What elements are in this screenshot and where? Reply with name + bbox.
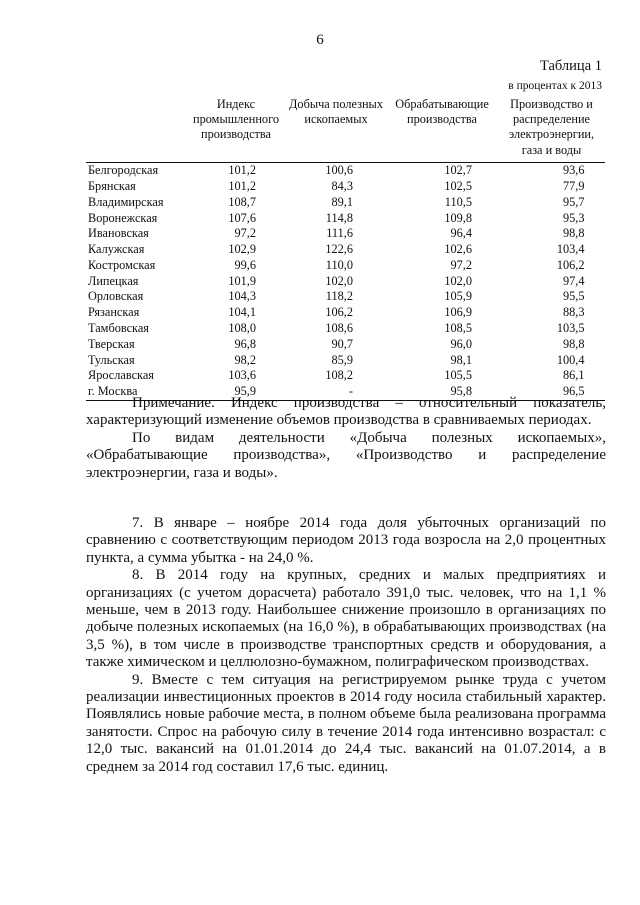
table-body [86, 162, 605, 400]
cell-mining: 108,6 [325, 321, 353, 336]
cell-mining-cell [286, 242, 386, 258]
cell-mining: 85,9 [331, 352, 353, 367]
table-row [86, 321, 605, 337]
header-manufacturing: Обрабатывающие производства [386, 94, 498, 162]
cell-industrial-index: 108,7 [228, 194, 256, 209]
cell-energy: 103,5 [556, 321, 585, 336]
cell-manufacturing-cell [386, 162, 498, 178]
table-caption: Таблица 1 [539, 58, 602, 74]
cell-region: Липецкая [88, 273, 139, 288]
paragraph-8: 8. В 2014 году на крупных, средних и малых предприятиях и организациях (с учетом дорасчета) работало 391,0 тыс. человек, что на 1,1 % меньше, чем в 2013 году. Наибольшее снижение произошло в организациях по добыче полезных ископаемых (на 16,0 %), в обрабатывающих производствах (на 3,5 %), в том числе в производстве транспортных средств и оборудования, а также химическом и целлюлозно-бумажном, полиграфическом производствах. [86, 567, 606, 671]
table-row [86, 289, 605, 305]
header-industrial-index: Индекс промышленного производства [186, 94, 286, 162]
cell-mining-cell [286, 194, 386, 210]
cell-mining-cell [286, 162, 386, 178]
cell-energy: 106,2 [556, 257, 585, 272]
cell-industrial-index-cell [186, 179, 286, 195]
header-energy: Производство и распределение электроэнергии, газа и воды [498, 94, 605, 162]
cell-industrial-index-cell [186, 242, 286, 258]
cell-energy-cell [498, 305, 605, 321]
cell-manufacturing-cell [386, 368, 498, 384]
cell-industrial-index: 104,3 [228, 289, 256, 304]
cell-mining-cell [286, 337, 386, 353]
cell-energy: 88,3 [562, 305, 585, 320]
cell-energy: 77,9 [562, 178, 585, 193]
cell-industrial-index-cell [186, 226, 286, 242]
table-row [86, 368, 605, 384]
table-row [86, 162, 605, 178]
data-table-wrapper [86, 94, 605, 401]
cell-region: г. Москва [86, 384, 186, 400]
cell-mining: - [348, 384, 353, 399]
cell-industrial-index: 99,6 [234, 257, 256, 272]
cell-mining: 102,0 [325, 273, 353, 288]
cell-manufacturing-cell [386, 352, 498, 368]
table-row [86, 194, 605, 210]
cell-region: Тамбовская [88, 321, 149, 336]
cell-industrial-index-cell [186, 273, 286, 289]
cell-industrial-index-cell [186, 368, 286, 384]
cell-mining: 114,8 [325, 210, 353, 225]
page-number: 6 [316, 32, 324, 48]
cell-manufacturing: 95,8 [450, 384, 472, 399]
cell-manufacturing: 96,0 [450, 336, 472, 351]
cell-manufacturing-cell [386, 210, 498, 226]
cell-industrial-index: 101,9 [228, 273, 256, 288]
cell-industrial-index-cell [186, 194, 286, 210]
cell-industrial-index-cell [186, 352, 286, 368]
cell-industrial-index: 97,2 [234, 226, 256, 241]
cell-energy: 95,7 [562, 194, 585, 209]
cell-energy: 97,4 [562, 273, 585, 288]
cell-energy-cell [498, 337, 605, 353]
cell-industrial-index: 101,2 [228, 163, 256, 178]
cell-mining-cell [286, 321, 386, 337]
cell-mining: 122,6 [325, 242, 353, 257]
cell-energy-cell [498, 352, 605, 368]
cell-industrial-index: 95,9 [234, 384, 256, 399]
cell-energy-cell [498, 210, 605, 226]
table-row [86, 305, 605, 321]
cell-region: Тульская [88, 352, 135, 367]
cell-mining-cell [286, 289, 386, 305]
cell-energy-cell [498, 179, 605, 195]
cell-mining-cell [286, 226, 386, 242]
cell-mining-cell [286, 179, 386, 195]
cell-industrial-index: 107,6 [228, 210, 256, 225]
cell-mining: 89,1 [331, 194, 353, 209]
cell-region: Рязанская [88, 305, 140, 320]
cell-region: Орловская [88, 289, 144, 304]
cell-energy-cell [498, 258, 605, 274]
table-row [86, 352, 605, 368]
paragraph-9: 9. Вместе с тем ситуация на регистрируемом рынке труда с учетом реализации инвестиционных проектов в 2014 году носила стабильный характер. Появлялись новые рабочие места, в полном объеме была реализована программа занятости. Спрос на рабочую силу в течение 2014 года интенсивно возрастал: с 12,0 тыс. вакансий на 01.01.2014 до 24,4 тыс. вакансий на 01.07.2014, а в среднем за 2014 год составил 17,6 тыс. единиц. [86, 671, 606, 775]
cell-industrial-index-cell [186, 321, 286, 337]
cell-industrial-index-cell [186, 305, 286, 321]
cell-energy: 86,1 [562, 368, 585, 383]
production-index-table [86, 94, 605, 401]
cell-industrial-index: 98,2 [234, 352, 256, 367]
table-row [86, 242, 605, 258]
cell-mining-cell [286, 305, 386, 321]
cell-region: Ивановская [88, 226, 149, 241]
cell-industrial-index-cell [186, 289, 286, 305]
header-mining: Добыча полезных ископаемых [286, 94, 386, 162]
cell-manufacturing: 96,4 [450, 226, 472, 241]
cell-region: Владимирская [88, 194, 164, 209]
paragraph-7: 7. В январе – ноябре 2014 года доля убыточных организаций по сравнению с соответствующим периодом 2013 года возросла на 2,0 процентных пункта, а сумма убытка - на 24,0 %. [86, 515, 606, 566]
cell-energy-cell [498, 162, 605, 178]
note-paragraph: Примечание. Индекс производства – относительный показатель, характеризующий изменение объемов производства в сравниваемых периодах. [86, 395, 606, 429]
cell-manufacturing: 110,5 [444, 194, 472, 209]
cell-industrial-index: 108,0 [228, 321, 256, 336]
cell-region: Тверская [88, 336, 135, 351]
cell-manufacturing-cell [386, 321, 498, 337]
cell-energy-cell [498, 242, 605, 258]
cell-mining: 110,0 [325, 257, 353, 272]
cell-energy-cell [498, 289, 605, 305]
cell-region: Белгородская [88, 163, 159, 178]
cell-energy: 96,5 [562, 384, 585, 399]
table-row [86, 179, 605, 195]
table-row [86, 337, 605, 353]
cell-manufacturing-cell [386, 273, 498, 289]
table-header-row [86, 94, 605, 162]
cell-energy: 100,4 [556, 352, 585, 367]
cell-energy: 95,5 [562, 289, 585, 304]
cell-manufacturing-cell [386, 179, 498, 195]
cell-mining-cell [286, 210, 386, 226]
cell-energy: 103,4 [556, 242, 585, 257]
cell-industrial-index-cell [186, 210, 286, 226]
cell-manufacturing: 98,1 [450, 352, 472, 367]
cell-manufacturing: 102,5 [444, 178, 472, 193]
cell-manufacturing: 109,8 [444, 210, 472, 225]
cell-manufacturing: 105,9 [444, 289, 472, 304]
header-region [86, 94, 186, 162]
cell-industrial-index: 104,1 [228, 305, 256, 320]
cell-energy-cell [498, 226, 605, 242]
cell-region: Калужская [88, 242, 145, 257]
table-unit: в процентах к 2013 [508, 80, 602, 92]
table-row [86, 258, 605, 274]
cell-energy-cell [498, 321, 605, 337]
cell-manufacturing: 108,5 [444, 321, 472, 336]
table-row [86, 273, 605, 289]
cell-energy: 98,8 [562, 226, 585, 241]
cell-region: Костромская [88, 257, 156, 272]
note-paragraph: По видам деятельности «Добыча полезных ископаемых», «Обрабатывающие производства», «Производство и распределение электроэнергии, газа и воды». [86, 429, 606, 481]
cell-mining-cell [286, 273, 386, 289]
cell-mining-cell [286, 368, 386, 384]
cell-mining: 84,3 [331, 178, 353, 193]
table-row [86, 226, 605, 242]
cell-manufacturing: 106,9 [444, 305, 472, 320]
cell-region: Ярославская [88, 368, 154, 383]
cell-energy-cell [498, 273, 605, 289]
cell-mining-cell [286, 258, 386, 274]
cell-energy: 93,6 [562, 163, 585, 178]
cell-industrial-index: 103,6 [228, 368, 256, 383]
cell-manufacturing-cell [386, 305, 498, 321]
cell-manufacturing: 102,6 [444, 242, 472, 257]
cell-manufacturing: 97,2 [450, 257, 472, 272]
cell-manufacturing-cell [386, 258, 498, 274]
cell-industrial-index: 102,9 [228, 242, 256, 257]
cell-manufacturing-cell [386, 226, 498, 242]
cell-mining: 106,2 [325, 305, 353, 320]
cell-industrial-index: 96,8 [234, 336, 256, 351]
cell-industrial-index-cell [186, 162, 286, 178]
cell-region: Воронежская [88, 210, 158, 225]
cell-energy-cell [498, 194, 605, 210]
cell-energy-cell [498, 368, 605, 384]
cell-manufacturing: 102,0 [444, 273, 472, 288]
cell-mining-cell [286, 352, 386, 368]
note-block [86, 395, 606, 482]
cell-manufacturing-cell [386, 242, 498, 258]
cell-manufacturing: 105,5 [444, 368, 472, 383]
cell-mining: 108,2 [325, 368, 353, 383]
cell-energy: 98,8 [562, 336, 585, 351]
cell-mining: 118,2 [325, 289, 353, 304]
table-row [86, 210, 605, 226]
cell-manufacturing-cell [386, 289, 498, 305]
cell-mining: 111,6 [326, 226, 353, 241]
body-text [86, 515, 606, 776]
cell-manufacturing: 102,7 [444, 163, 472, 178]
cell-industrial-index-cell [186, 258, 286, 274]
cell-manufacturing-cell [386, 194, 498, 210]
cell-industrial-index: 101,2 [228, 178, 256, 193]
cell-mining: 100,6 [325, 163, 353, 178]
cell-region: Брянская [88, 178, 136, 193]
cell-industrial-index-cell [186, 337, 286, 353]
cell-energy: 95,3 [562, 210, 585, 225]
cell-mining: 90,7 [331, 336, 353, 351]
cell-manufacturing-cell [386, 337, 498, 353]
